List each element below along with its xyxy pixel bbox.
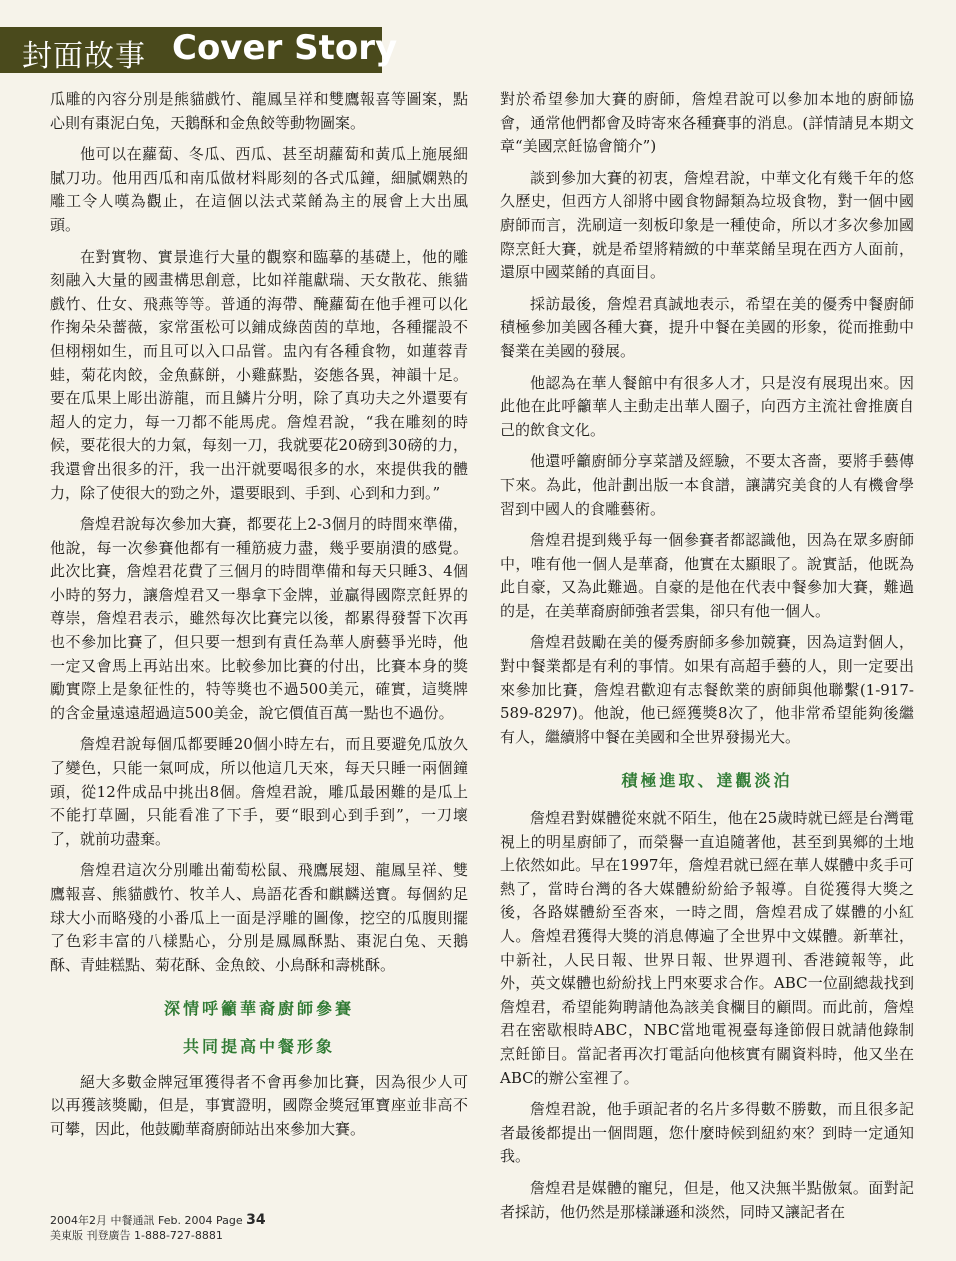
page-number: 34 (246, 1212, 266, 1228)
article-paragraph: 詹煌君是媒體的寵兒，但是，他又決無半點傲氣。面對記者採訪，他仍然是那樣謙遜和淡然，同時又讓記者在 (500, 1178, 914, 1221)
page-footer (50, 1213, 266, 1243)
article-paragraph: 詹煌君提到幾乎每一個參賽者都認識他，因為在眾多廚師中，唯有他一個人是華裔，他實在太顯眼了。說實話，他既為此自豪，又為此難過。自豪的是他在代表中餐參加大賽，難過的是，在美華裔廚師強者雲集，卻只有他一個人。 (500, 531, 914, 620)
article-paragraph: 詹煌君說，他手頭記者的名片多得數不勝數，而且很多記者最後都提出一個問題，您什麼時候到紐約來？到時一定通知我。 (500, 1100, 914, 1166)
article-paragraph: 詹煌君這次分別雕出葡萄松鼠、飛鷹展翅、龍鳳呈祥、雙鷹報喜、熊貓戲竹、牧羊人、鳥語花香和麒麟送寶。每個約足球大小而略殘的小番瓜上一面是浮雕的圖像，挖空的瓜腹則擺了色彩丰富的八樣點心，分別是鳳鳳酥點、棗泥白兔、天鵝酥、青蛙糕點、菊花酥、金魚餃、小鳥酥和壽桃酥。 (50, 861, 468, 974)
article-paragraph: 採訪最後，詹煌君真誠地表示，希望在美的優秀中餐廚師積極參加美國各種大賽，提升中餐在美國的形象，從而推動中餐業在美國的發展。 (500, 294, 914, 360)
footer-date: 2004年2月 (50, 1214, 107, 1227)
footer-month-english: Feb. 2004 (158, 1214, 213, 1227)
article-paragraph: 對於希望參加大賽的廚師，詹煌君說可以參加本地的廚師協會，通常他們都會及時寄來各種賽事的消息。(詳情請見本期文章“美國烹飪協會簡介”) (500, 90, 914, 156)
article-paragraph: 瓜雕的內容分別是熊貓戲竹、龍鳳呈祥和雙鷹報喜等圖案，點心則有棗泥白兔，天鵝酥和金魚餃等動物圖案。 (50, 90, 468, 132)
article-paragraph: 他可以在蘿蔔、冬瓜、西瓜、甚至胡蘿蔔和黃瓜上施展細膩刀功。他用西瓜和南瓜做材料彫刻的各式瓜鐘，細膩嫻熟的雕工令人嘆為觀止，在這個以法式菜餚為主的展會上大出風頭。 (50, 145, 468, 234)
section-subheading: 深情呼籲華裔廚師參賽 (163, 999, 354, 1019)
article-paragraph: 他認為在華人餐館中有很多人才，只是沒有展現出來。因此他在此呼籲華人主動走出華人圈子，向西方主流社會推廣自己的飲食文化。 (500, 373, 914, 439)
article-paragraph: 詹煌君鼓勵在美的優秀廚師多參加競賽，因為這對個人，對中餐業都是有利的事情。如果有高超手藝的人，則一定要出來參加比賽，詹煌君歡迎有志餐飲業的廚師與他聯繫(1-917-589-8297)。他說，他已經獲獎8次了，他非常希望能夠後繼有人，繼續將中餐在美國和全世界發揚光大。 (500, 633, 914, 746)
footer-publication: 中餐通訊 (110, 1214, 155, 1227)
article-paragraph: 談到參加大賽的初衷，詹煌君說，中華文化有幾千年的悠久歷史，但西方人卻將中國食物歸類為垃圾食物，對一個中國廚師而言，洗刷這一刻板印象是一種使命，所以才多次參加國際烹飪大賽，就是希望將精緻的中華菜餚呈現在西方人面前，還原中國菜餚的真面目。 (500, 168, 914, 282)
left-article-column (50, 88, 468, 1149)
article-paragraph: 絕大多數金牌冠軍獲得者不會再參加比賽，因為很少人可以再獲該獎勵，但是，事實證明，國際金獎冠軍寶座並非高不可攀，因此，他鼓勵華裔廚師站出來參加大賽。 (50, 1072, 468, 1138)
article-paragraph: 詹煌君對媒體從來就不陌生，他在25歲時就已經是台灣電視上的明星廚師了，而榮譽一直追隨著他，甚至到異鄉的土地上依然如此。早在1997年，詹煌君就已經在華人媒體中炙手可熱了，當時台灣的各大媒體紛紛給予報導。自從獲得大獎之後，各路媒體紛至沓來，一時之間，詹煌君成了媒體的小紅人。詹煌君獲得大獎的消息傳遍了全世界中文媒體。新華社，中新社，人民日報、世界日報、世界週刊、香港鏡報等，此外，英文媒體也紛紛找上門來要求合作。ABC一位副總裁找到詹煌君，希望能夠聘請他為該美食欄目的顧問。而此前，詹煌君在密歇根時ABC，NBC當地電視臺每逢節假日就請他錄制烹飪節目。當記者再次打電話向他核實有關資料時，他又坐在ABC的辦公室裡了。 (500, 809, 914, 1087)
footer-issue-line (50, 1213, 266, 1228)
footer-page-label: Page (215, 1214, 243, 1227)
section-title-chinese: 封面故事 (22, 39, 146, 74)
article-paragraph: 在對實物、實景進行大量的觀察和臨摹的基礎上，他的雕刻融入大量的國畫構思創意，比如祥龍獻瑞、天女散花、熊貓戲竹、仕女、飛燕等等。普通的海帶、醃蘿蔔在他手裡可以化作掬朵朵薔薇，家常蛋松可以鋪成綠茵茵的草地，各種擺設不但栩栩如生，而且可以入口品嘗。盅內有各種食物，如蓮蓉青蛙，菊花肉餃，金魚蘇餅，小雞蘇點，姿態各異，神韻十足。要在瓜果上彫出游龍，而且鱗片分明，除了真功夫之外還要有超人的定力，每一刀都不能馬虎。詹煌君說，“我在雕刻的時候，要花很大的力氣，每刻一刀，我就要花20磅到30磅的力，我還會出很多的汗，我一出汗就要喝很多的水，來提供我的體力，除了使很大的勁之外，還要眼到、手到、心到和力到。” (50, 247, 468, 502)
article-paragraph: 他還呼籲廚師分享菜譜及經驗，不要太吝嗇，要將手藝傳下來。為此，他計劃出版一本食譜，讓講究美食的人有機會學習到中國人的食雕藝術。 (500, 452, 914, 518)
section-title-english: Cover Story (172, 28, 398, 68)
section-subheading: 積極進取、達觀淡泊 (621, 771, 793, 791)
footer-ad-line: 美東版 刊登廣告 1-888-727-8881 (50, 1229, 223, 1242)
article-paragraph: 詹煌君說每次參加大賽，都要花上2-3個月的時間來準備，他說，每一次參賽他都有一種筋疲力盡，幾乎要崩潰的感覺。此次比賽，詹煌君花費了三個月的時間準備和每天只睡3、4個小時的努力，讓詹煌君又一舉拿下金牌，並贏得國際烹飪界的尊崇，詹煌君表示，雖然每次比賽完以後，都累得發誓下次再也不參加比賽了，但只要一想到有責任為華人廚藝爭光時，他一定又會馬上再站出來。比較參加比賽的付出，比賽本身的獎勵實際上是象征性的，特等獎也不過500美元，確實，這獎牌的含金量遠遠超過這500美金，說它價值百萬一點也不過份。 (50, 515, 468, 722)
article-paragraph: 詹煌君說每個瓜都要睡20個小時左右，而且要避免瓜放久了變色，只能一氣呵成，所以他這几天來，每天只睡一兩個鐘頭，從12件成品中挑出8個。詹煌君說，雕瓜最困難的是瓜上不能打草圖，只能看准了下手，要“眼到心到手到”，一刀壞了，就前功盡棄。 (50, 735, 468, 848)
right-article-column (500, 88, 914, 1232)
section-subheading: 共同提高中餐形象 (182, 1036, 335, 1056)
